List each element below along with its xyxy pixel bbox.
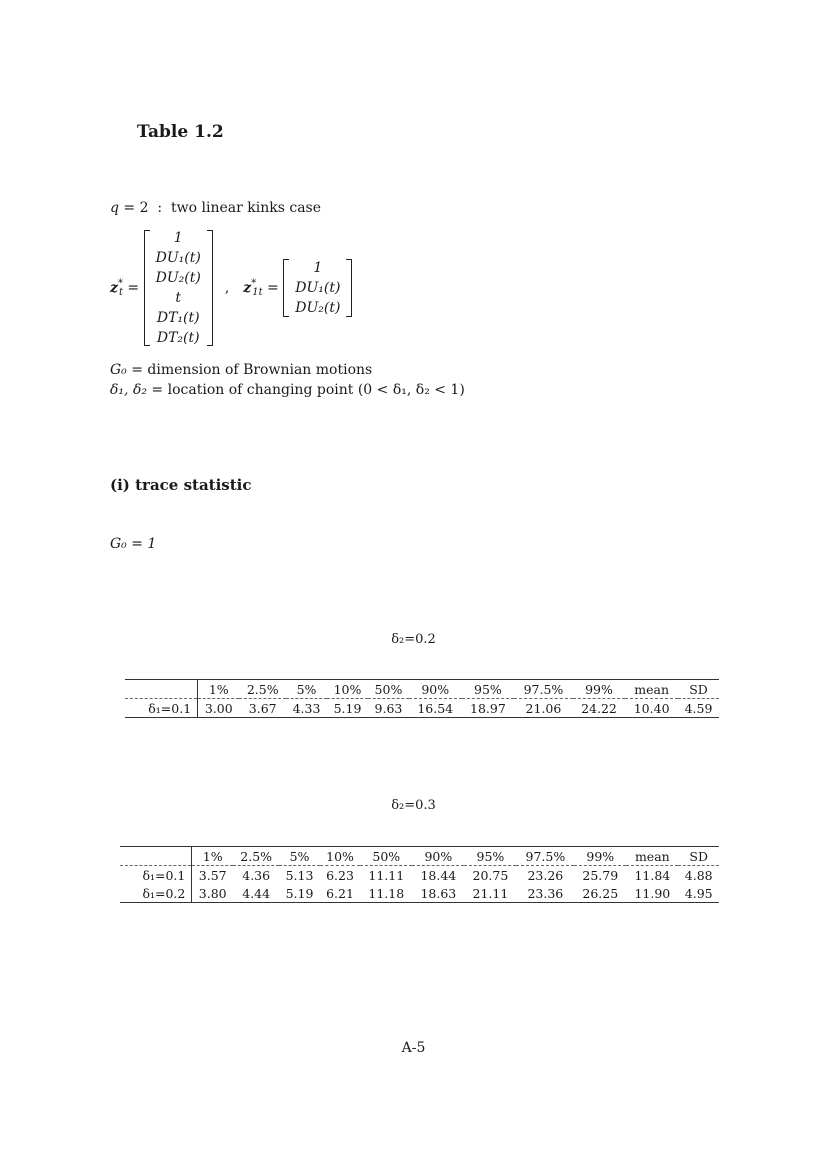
z1-lhs: $z^*_{1t}$ = [243, 278, 284, 298]
matrix-entry: DU₂(t) [155, 270, 201, 286]
column-header: 90% [424, 848, 453, 864]
column-header: 97.5% [525, 848, 566, 864]
table-cell: 4.59 [684, 700, 713, 716]
column-header: 99% [585, 681, 613, 697]
table-title: Table 1.2 [137, 122, 224, 142]
column-header: 50% [372, 848, 401, 864]
stats-table-1 [125, 679, 719, 718]
column-header: 95% [476, 848, 505, 864]
def-delta: δ₁, δ₂ = location of changing point (0 < δ₁, δ₂ < 1) [110, 382, 465, 398]
table-cell: 5.19 [285, 885, 314, 901]
table-cell: 23.26 [527, 867, 564, 883]
header-corner [120, 847, 192, 866]
table-cell: 16.54 [417, 700, 454, 716]
row-label: δ₁=0.1 [120, 866, 192, 885]
case-description [110, 200, 321, 216]
column-header: SD [689, 681, 708, 697]
z-definition [110, 230, 352, 346]
table-cell: 18.44 [420, 867, 457, 883]
matrix-entry: 1 [313, 260, 323, 276]
table-cell: 18.63 [420, 885, 457, 901]
table-cell: 6.23 [326, 867, 354, 883]
column-header: 90% [421, 681, 450, 697]
table-header-row [120, 847, 719, 866]
table-cell: 4.36 [242, 867, 271, 883]
table-cell: 4.44 [242, 885, 271, 901]
comma: , [224, 280, 230, 296]
column-header: 1% [202, 848, 223, 864]
column-header: 2.5% [240, 848, 273, 864]
column-header: 50% [374, 681, 403, 697]
table-cell: 4.88 [684, 867, 713, 883]
def-g0: G₀ = dimension of Brownian motions [110, 362, 373, 378]
row-label: δ₁=0.1 [125, 699, 198, 718]
column-header: 1% [208, 681, 229, 697]
table-row [125, 699, 719, 718]
column-header: 5% [296, 681, 317, 697]
table-cell: 23.36 [527, 885, 564, 901]
table-cell: 11.90 [634, 885, 671, 901]
table-cell: 18.97 [470, 700, 506, 716]
table-cell: 4.95 [684, 885, 713, 901]
column-header: 95% [474, 681, 502, 697]
matrix-entry: DU₂(t) [295, 300, 341, 316]
table1-caption: δ₂=0.2 [391, 632, 436, 647]
table-cell: 3.57 [198, 867, 227, 883]
case-text: two linear kinks case [171, 200, 322, 216]
table-cell: 25.79 [582, 867, 619, 883]
column-header: 99% [586, 848, 615, 864]
column-header: 10% [326, 848, 354, 864]
section-title: (i) trace statistic [110, 476, 252, 494]
z-matrix-entries [150, 230, 207, 346]
column-header: mean [634, 681, 670, 697]
z-matrix [144, 230, 213, 346]
table-cell: 10.40 [633, 700, 670, 716]
table-cell: 20.75 [472, 867, 509, 883]
column-header: 5% [289, 848, 310, 864]
table-cell: 3.67 [248, 700, 277, 716]
q-variable: q [110, 200, 119, 216]
z1-matrix [283, 259, 352, 317]
table-row [120, 884, 719, 903]
table-cell: 6.21 [326, 885, 354, 901]
table-header-row [125, 680, 719, 699]
table-cell: 9.63 [374, 700, 403, 716]
matrix-entry: DU₁(t) [155, 250, 201, 266]
matrix-entry: DU₁(t) [295, 280, 341, 296]
table-cell: 21.06 [525, 700, 562, 716]
matrix-entry: DT₂(t) [156, 330, 200, 346]
z-lhs: $z^*_t$ = [110, 278, 144, 298]
z1-matrix-entries [289, 259, 346, 317]
q-equals: = 2 : [118, 200, 172, 216]
column-header: mean [634, 848, 670, 864]
table-cell: 5.19 [333, 700, 362, 716]
table-cell: 11.11 [368, 867, 405, 883]
table1 [125, 679, 719, 718]
table-cell: 5.13 [285, 867, 314, 883]
column-header: 10% [333, 681, 362, 697]
g0-value: G₀ = 1 [110, 536, 157, 552]
row-label: δ₁=0.2 [120, 884, 192, 903]
column-header: 2.5% [246, 681, 279, 697]
table2 [120, 846, 719, 903]
matrix-entry: 1 [173, 230, 183, 246]
table-cell: 3.00 [204, 700, 233, 716]
table-cell: 11.18 [368, 885, 405, 901]
table-cell: 4.33 [292, 700, 321, 716]
matrix-entry: DT₁(t) [156, 310, 200, 326]
stats-table-2 [120, 846, 719, 903]
matrix-entry: t [175, 290, 182, 306]
table-cell: 26.25 [582, 885, 619, 901]
column-header: 97.5% [523, 681, 564, 697]
table-row [120, 866, 719, 885]
table-cell: 3.80 [198, 885, 227, 901]
table-cell: 11.84 [634, 867, 671, 883]
table-cell: 21.11 [472, 885, 509, 901]
column-header: SD [689, 848, 708, 864]
header-corner [125, 680, 198, 699]
table-cell: 24.22 [581, 700, 617, 716]
page-number: A-5 [401, 1040, 426, 1056]
table2-caption: δ₂=0.3 [391, 798, 436, 813]
